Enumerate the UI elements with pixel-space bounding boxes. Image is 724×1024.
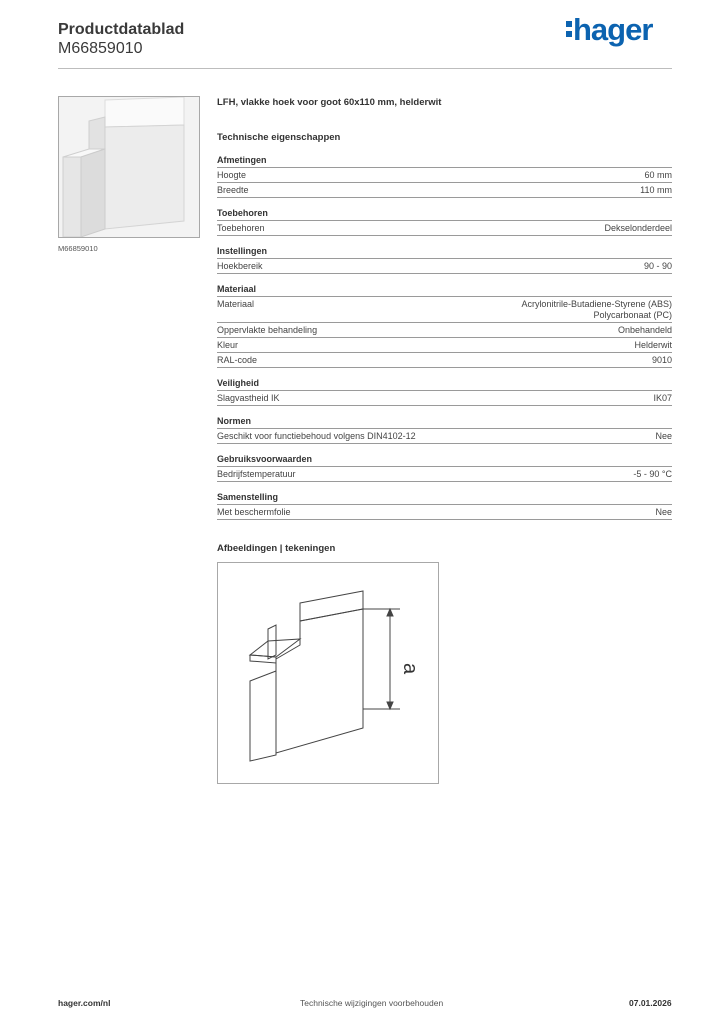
logo-text: hager — [573, 12, 653, 47]
footer-date: 07.01.2026 — [629, 998, 672, 1008]
spec-label: Kleur — [217, 340, 239, 350]
product-code: M66859010 — [58, 40, 143, 57]
page-title: Productdatablad — [58, 21, 185, 38]
group-title: Veiligheid — [217, 378, 672, 391]
group-title: Samenstelling — [217, 492, 672, 505]
spec-label: Materiaal — [217, 299, 255, 309]
spec-value — [521, 299, 672, 321]
group-title: Afmetingen — [217, 155, 672, 168]
group-title: Normen — [217, 416, 672, 429]
spec-label: Bedrijfstemperatuur — [217, 469, 296, 479]
spec-value: Dekselonderdeel — [604, 223, 672, 233]
spec-value: Nee — [655, 507, 672, 517]
group-samenstelling — [217, 492, 672, 520]
spec-label: Toebehoren — [217, 223, 265, 233]
spec-label: Met beschermfolie — [217, 507, 291, 517]
spec-row — [217, 221, 672, 236]
spec-value-line: Acrylonitrile-Butadiene-Styrene (ABS) — [521, 299, 672, 309]
group-instellingen — [217, 246, 672, 274]
tech-heading: Technische eigenschappen — [217, 132, 341, 143]
spec-value: 9010 — [651, 355, 672, 365]
hager-logo — [566, 12, 652, 48]
product-photo — [58, 96, 200, 238]
spec-row — [217, 323, 672, 338]
specifications — [217, 97, 672, 520]
dimension-drawing-icon — [218, 563, 438, 783]
group-title: Materiaal — [217, 284, 672, 297]
technical-drawing — [217, 562, 439, 784]
group-materiaal — [217, 284, 672, 368]
spec-row — [217, 429, 672, 444]
spec-row — [217, 168, 672, 183]
spec-value: 60 mm — [644, 170, 672, 180]
footer-website[interactable]: hager.com/nl — [58, 998, 111, 1008]
group-gebruiksvoorwaarden — [217, 454, 672, 482]
spec-value: -5 - 90 °C — [633, 469, 672, 479]
spec-value-line: Polycarbonaat (PC) — [593, 310, 672, 320]
spec-label: Oppervlakte behandeling — [217, 325, 318, 335]
group-afmetingen — [217, 155, 672, 198]
spec-row — [217, 338, 672, 353]
photo-caption: M66859010 — [58, 244, 98, 253]
spec-value: 90 - 90 — [643, 261, 672, 271]
spec-row — [217, 353, 672, 368]
group-title: Toebehoren — [217, 208, 672, 221]
spec-row — [217, 467, 672, 482]
group-normen — [217, 416, 672, 444]
group-title: Gebruiksvoorwaarden — [217, 454, 672, 467]
spec-row — [217, 391, 672, 406]
header-divider — [58, 68, 672, 69]
spec-row — [217, 297, 672, 323]
spec-row — [217, 505, 672, 520]
product-description: LFH, vlakke hoek voor goot 60x110 mm, helderwit — [217, 97, 442, 108]
group-title: Instellingen — [217, 246, 672, 259]
footer-disclaimer: Technische wijzigingen voorbehouden — [300, 998, 444, 1008]
dimension-label: a — [399, 663, 421, 675]
group-toebehoren — [217, 208, 672, 236]
spec-label: Slagvastheid IK — [217, 393, 280, 403]
logo-dots-icon — [566, 18, 572, 40]
cable-duct-flat-angle-photo-icon — [59, 97, 199, 237]
spec-value: Onbehandeld — [617, 325, 672, 335]
spec-value: Nee — [655, 431, 672, 441]
spec-label: Hoekbereik — [217, 261, 263, 271]
spec-label: Breedte — [217, 185, 249, 195]
spec-value: 110 mm — [640, 185, 672, 195]
spec-row — [217, 183, 672, 198]
spec-row — [217, 259, 672, 274]
spec-value: IK07 — [653, 393, 672, 403]
spec-value: Helderwit — [634, 340, 672, 350]
spec-label: Geschikt voor functiebehoud volgens DIN4102-12 — [217, 431, 416, 441]
spec-label: Hoogte — [217, 170, 247, 180]
group-veiligheid — [217, 378, 672, 406]
spec-label: RAL-code — [217, 355, 258, 365]
drawings-heading: Afbeeldingen | tekeningen — [217, 543, 336, 554]
